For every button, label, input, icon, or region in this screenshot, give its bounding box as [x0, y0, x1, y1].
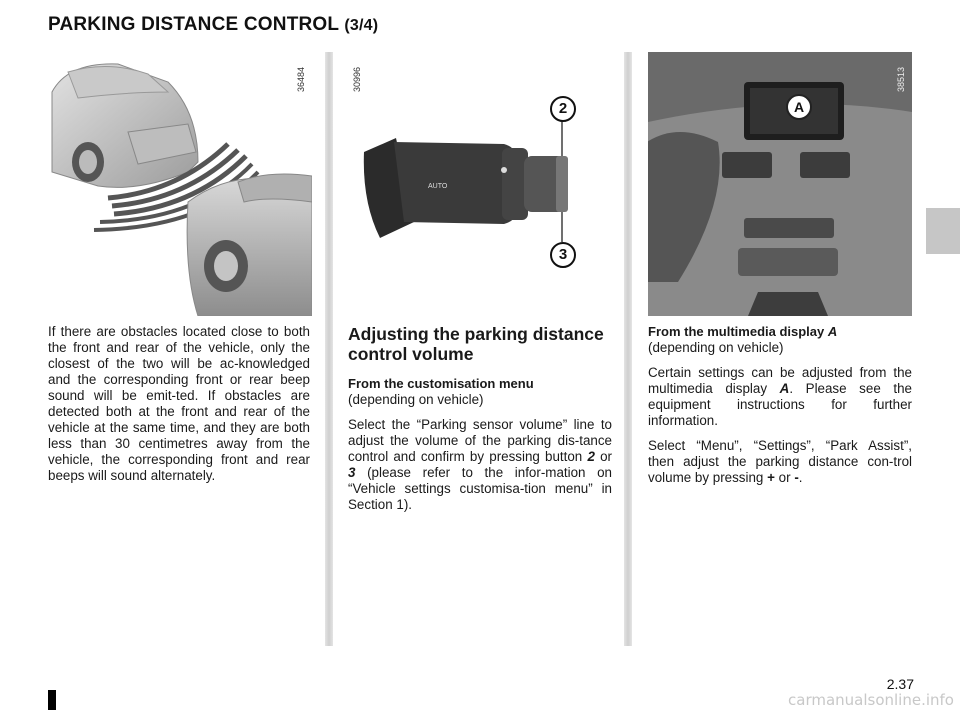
stalk-marking: AUTO [428, 183, 448, 190]
stalk-dot [501, 167, 507, 173]
or-word: or [600, 449, 612, 464]
multimedia-paragraph-1 [648, 365, 912, 429]
multimedia-subhead [648, 324, 912, 340]
callout-3: 3 [550, 242, 576, 268]
callout-a: A [786, 94, 812, 120]
control-stalk-illustration [344, 52, 606, 316]
stalk-end-cap [556, 156, 568, 212]
watermark: carmanualsonline.info [788, 691, 954, 709]
climate-controls [738, 248, 838, 276]
paragraph-start: Select the “Parking sensor volume” line to adjust the volume of the parking dis-tance control and confirm by pressing button [348, 417, 612, 464]
page-title [48, 14, 378, 36]
car-sensor-illustration [48, 52, 312, 316]
p1-ref: A [779, 381, 790, 396]
button-3-ref: 3 [348, 465, 356, 480]
column-3 [648, 324, 912, 486]
plus-symbol: + [767, 470, 775, 485]
cd-slot [744, 218, 834, 238]
figure-code: 38513 [896, 66, 906, 92]
car-illustration-svg [48, 52, 312, 316]
figure-code: 30996 [352, 66, 362, 92]
column-2 [348, 324, 612, 513]
figure-code: 36484 [296, 66, 306, 92]
title-text: PARKING DISTANCE CONTROL [48, 14, 339, 35]
dashboard-photo [648, 52, 912, 316]
air-vent-left [722, 152, 772, 178]
rear-car-rim [214, 251, 238, 281]
air-vent-right [800, 152, 850, 178]
button-2-ref: 2 [587, 449, 595, 464]
paragraph-end: (please refer to the infor-mation on “Vehicle settings customisa-tion menu” in Section 1). [348, 465, 612, 512]
page-number: 2.37 [886, 676, 914, 692]
multimedia-subhead-ref: A [827, 324, 838, 339]
section-heading: Adjusting the parking distance control volume [348, 324, 604, 364]
p1-start: Certain settings can be adjusted from the multimedia display [648, 365, 912, 396]
title-part: (3/4) [344, 17, 379, 34]
gear-area [748, 292, 828, 316]
multimedia-paragraph-2 [648, 438, 912, 486]
customisation-paragraph [348, 417, 612, 513]
callout-2: 2 [550, 96, 576, 122]
obstacles-paragraph: If there are obstacles located close to both the front and rear of the vehicle, only the closest of the two will be ac-knowledged and the corresponding front or rear beep sound will be emit-ted. If obstacles are detected both at the front and rear of the vehicle at the same time, and they are both less than 30 centimetres away from the vehicle, the corresponding front and rear beeps will sound alternately. [48, 324, 310, 483]
p1-end: . Please see the equipment instructions for further information. [648, 381, 912, 428]
stalk-illustration-svg [344, 52, 606, 316]
or-word: or [778, 470, 791, 485]
corner-mark [48, 690, 56, 710]
customisation-note: (depending on vehicle) [348, 392, 484, 407]
customisation-subhead: From the customisation menu [348, 376, 534, 391]
p2-start: Select “Menu”, “Settings”, “Park Assist”, then adjust the parking distance con-trol volume by pressing [648, 438, 912, 485]
multimedia-subhead-text: From the multimedia display [648, 324, 825, 339]
front-car-rim [79, 150, 97, 174]
section-tab [926, 208, 960, 254]
period: . [798, 470, 803, 485]
stalk-body [394, 142, 520, 224]
multimedia-note: (depending on vehicle) [648, 340, 784, 355]
column-1 [48, 324, 310, 484]
minus-symbol: - [794, 470, 799, 485]
column-divider-1 [325, 52, 333, 646]
rear-car-window [238, 174, 312, 202]
dashboard-svg [648, 52, 912, 316]
column-divider-2 [624, 52, 632, 646]
